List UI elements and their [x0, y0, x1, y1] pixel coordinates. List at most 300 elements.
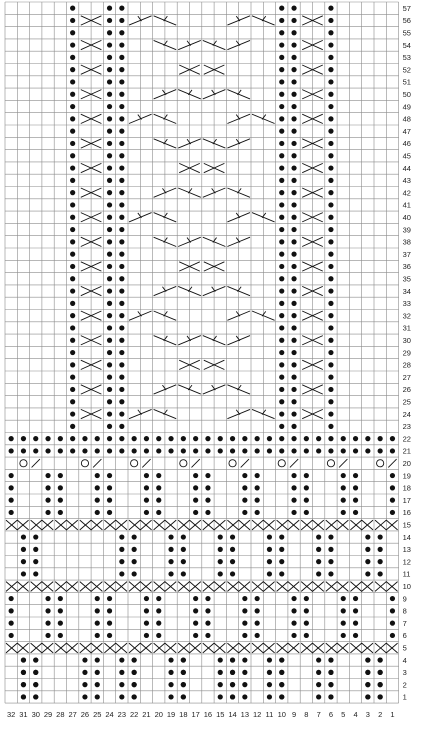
purl-stitch [328, 411, 333, 416]
purl-stitch [119, 215, 124, 220]
purl-stitch [132, 670, 137, 675]
purl-stitch [341, 436, 346, 441]
column-number: 19 [166, 710, 176, 720]
purl-stitch [107, 313, 112, 318]
purl-stitch [328, 657, 333, 662]
purl-stitch [193, 596, 198, 601]
column-number: 10 [277, 710, 286, 720]
row-number: 27 [402, 372, 411, 382]
purl-stitch [119, 153, 124, 158]
purl-stitch [328, 129, 333, 134]
purl-stitch [156, 436, 161, 441]
purl-stitch [279, 288, 284, 293]
decrease-stitch [93, 459, 101, 467]
column-number: 9 [291, 710, 297, 720]
column-number: 17 [191, 710, 200, 720]
purl-stitch [365, 571, 370, 576]
column-number: 15 [216, 710, 225, 720]
purl-stitch [328, 141, 333, 146]
purl-stitch [341, 473, 346, 478]
purl-stitch [279, 571, 284, 576]
purl-stitch [119, 288, 124, 293]
purl-stitch [218, 534, 223, 539]
purl-stitch [119, 178, 124, 183]
purl-stitch [365, 694, 370, 699]
row-number: 10 [402, 581, 411, 591]
purl-stitch [353, 621, 358, 626]
purl-stitch [291, 473, 296, 478]
purl-stitch [353, 485, 358, 490]
purl-stitch [119, 190, 124, 195]
purl-stitch [328, 67, 333, 72]
purl-stitch [119, 116, 124, 121]
purl-stitch [291, 116, 296, 121]
purl-stitch [328, 670, 333, 675]
purl-stitch [156, 608, 161, 613]
purl-stitch [291, 596, 296, 601]
purl-stitch [279, 350, 284, 355]
purl-stitch [168, 682, 173, 687]
purl-stitch [70, 362, 75, 367]
purl-stitch [21, 657, 26, 662]
purl-stitch [82, 436, 87, 441]
purl-stitch [95, 608, 100, 613]
purl-stitch [378, 694, 383, 699]
purl-stitch [132, 571, 137, 576]
column-number: 11 [265, 710, 274, 720]
row-number: 15 [402, 520, 411, 530]
purl-stitch [378, 571, 383, 576]
purl-stitch [95, 448, 100, 453]
purl-stitch [33, 657, 38, 662]
purl-stitch [291, 411, 296, 416]
purl-stitch [279, 190, 284, 195]
purl-stitch [267, 547, 272, 552]
purl-stitch [255, 608, 260, 613]
purl-stitch [279, 178, 284, 183]
row-number: 5 [402, 643, 407, 653]
purl-stitch [119, 79, 124, 84]
purl-stitch [33, 436, 38, 441]
row-number: 7 [402, 618, 407, 628]
column-number: 21 [142, 710, 151, 720]
purl-stitch [193, 473, 198, 478]
column-number: 14 [228, 710, 237, 720]
purl-stitch [119, 571, 124, 576]
purl-stitch [279, 338, 284, 343]
purl-stitch [82, 694, 87, 699]
purl-stitch [107, 276, 112, 281]
purl-stitch [390, 510, 395, 515]
purl-stitch [70, 264, 75, 269]
purl-stitch [82, 670, 87, 675]
purl-stitch [107, 92, 112, 97]
purl-stitch [279, 399, 284, 404]
purl-stitch [193, 510, 198, 515]
purl-stitch [119, 338, 124, 343]
purl-stitch [107, 510, 112, 515]
purl-stitch [218, 657, 223, 662]
purl-stitch [279, 387, 284, 392]
purl-stitch [291, 104, 296, 109]
purl-stitch [230, 657, 235, 662]
purl-stitch [291, 178, 296, 183]
purl-stitch [9, 608, 14, 613]
column-number: 22 [129, 710, 139, 720]
purl-stitch [328, 682, 333, 687]
purl-stitch [21, 534, 26, 539]
purl-stitch [291, 362, 296, 367]
row-number: 8 [402, 606, 407, 616]
purl-stitch [168, 436, 173, 441]
purl-stitch [107, 215, 112, 220]
purl-stitch [107, 608, 112, 613]
purl-stitch [205, 485, 210, 490]
purl-stitch [218, 547, 223, 552]
purl-stitch [119, 301, 124, 306]
purl-stitch [107, 79, 112, 84]
purl-stitch [119, 657, 124, 662]
purl-stitch [132, 694, 137, 699]
purl-stitch [205, 608, 210, 613]
purl-stitch [168, 534, 173, 539]
purl-stitch [242, 596, 247, 601]
purl-stitch [267, 694, 272, 699]
purl-stitch [132, 436, 137, 441]
purl-stitch [156, 473, 161, 478]
purl-stitch [365, 670, 370, 675]
column-number: 32 [6, 710, 16, 720]
row-number: 1 [402, 692, 407, 702]
purl-stitch [144, 498, 149, 503]
column-number: 20 [154, 710, 163, 720]
purl-stitch [279, 129, 284, 134]
purl-stitch [304, 608, 309, 613]
purl-stitch [328, 202, 333, 207]
purl-stitch [279, 448, 284, 453]
purl-stitch [156, 498, 161, 503]
purl-stitch [328, 375, 333, 380]
purl-stitch [33, 534, 38, 539]
purl-stitch [119, 448, 124, 453]
purl-stitch [328, 42, 333, 47]
purl-stitch [70, 55, 75, 60]
purl-stitch [45, 485, 50, 490]
purl-stitch [328, 55, 333, 60]
purl-stitch [365, 682, 370, 687]
purl-stitch [95, 657, 100, 662]
purl-stitch [378, 448, 383, 453]
purl-stitch [107, 18, 112, 23]
purl-stitch [119, 42, 124, 47]
purl-stitch [328, 252, 333, 257]
purl-stitch [279, 239, 284, 244]
purl-stitch [218, 559, 223, 564]
purl-stitch [119, 67, 124, 72]
purl-stitch [328, 239, 333, 244]
purl-stitch [107, 301, 112, 306]
purl-stitch [119, 18, 124, 23]
purl-stitch [291, 375, 296, 380]
purl-stitch [218, 670, 223, 675]
purl-stitch [45, 448, 50, 453]
purl-stitch [279, 141, 284, 146]
purl-stitch [378, 547, 383, 552]
purl-stitch [144, 448, 149, 453]
purl-stitch [33, 448, 38, 453]
purl-stitch [107, 288, 112, 293]
purl-stitch [218, 436, 223, 441]
purl-stitch [119, 104, 124, 109]
column-number: 28 [56, 710, 65, 720]
purl-stitch [365, 657, 370, 662]
purl-stitch [95, 485, 100, 490]
purl-stitch [21, 436, 26, 441]
purl-stitch [291, 288, 296, 293]
purl-stitch [242, 682, 247, 687]
purl-stitch [70, 18, 75, 23]
purl-stitch [341, 485, 346, 490]
yarn-over-stitch [81, 460, 88, 467]
purl-stitch [119, 239, 124, 244]
column-number: 29 [43, 710, 53, 720]
row-number: 12 [402, 557, 411, 567]
purl-stitch [316, 694, 321, 699]
purl-stitch [328, 448, 333, 453]
purl-stitch [82, 682, 87, 687]
purl-stitch [58, 596, 63, 601]
purl-stitch [279, 264, 284, 269]
purl-stitch [181, 694, 186, 699]
purl-stitch [119, 264, 124, 269]
purl-stitch [70, 190, 75, 195]
row-number: 28 [402, 360, 411, 370]
row-number: 48 [402, 114, 411, 124]
purl-stitch [21, 547, 26, 552]
yarn-over-stitch [327, 460, 334, 467]
purl-stitch [107, 621, 112, 626]
purl-stitch [168, 559, 173, 564]
column-number: 8 [304, 710, 309, 720]
purl-stitch [45, 633, 50, 638]
row-number: 33 [402, 299, 411, 309]
purl-stitch [378, 534, 383, 539]
purl-stitch [279, 436, 284, 441]
purl-stitch [328, 399, 333, 404]
purl-stitch [95, 694, 100, 699]
decrease-stitch [241, 459, 249, 467]
row-number: 36 [402, 262, 411, 272]
purl-stitch [107, 264, 112, 269]
purl-stitch [107, 190, 112, 195]
purl-stitch [291, 165, 296, 170]
purl-stitch [119, 694, 124, 699]
column-number: 13 [240, 710, 250, 720]
purl-stitch [119, 559, 124, 564]
purl-stitch [107, 42, 112, 47]
yarn-over-stitch [229, 460, 236, 467]
yarn-over-stitch [131, 460, 138, 467]
decrease-stitch [339, 459, 347, 467]
purl-stitch [58, 621, 63, 626]
decrease-stitch [192, 459, 200, 467]
purl-stitch [255, 448, 260, 453]
purl-stitch [328, 104, 333, 109]
purl-stitch [390, 596, 395, 601]
purl-stitch [328, 92, 333, 97]
purl-stitch [119, 424, 124, 429]
column-numbers [7, 710, 395, 719]
purl-stitch [291, 313, 296, 318]
purl-stitch [107, 436, 112, 441]
purl-stitch [9, 596, 14, 601]
row-number: 47 [402, 126, 411, 136]
purl-stitch [21, 559, 26, 564]
purl-stitch [279, 42, 284, 47]
purl-stitch [181, 682, 186, 687]
purl-stitch [45, 596, 50, 601]
purl-stitch [328, 6, 333, 11]
purl-stitch [291, 6, 296, 11]
row-number: 55 [402, 28, 411, 38]
purl-stitch [45, 473, 50, 478]
purl-stitch [341, 448, 346, 453]
purl-stitch [205, 436, 210, 441]
purl-stitch [316, 547, 321, 552]
purl-stitch [242, 436, 247, 441]
purl-stitch [144, 621, 149, 626]
purl-stitch [107, 116, 112, 121]
purl-stitch [156, 510, 161, 515]
purl-stitch [291, 276, 296, 281]
row-number: 34 [402, 286, 411, 296]
purl-stitch [378, 436, 383, 441]
purl-stitch [328, 178, 333, 183]
purl-stitch [291, 485, 296, 490]
purl-stitch [390, 436, 395, 441]
row-number: 51 [402, 77, 411, 87]
purl-stitch [353, 608, 358, 613]
purl-stitch [33, 694, 38, 699]
purl-stitch [328, 165, 333, 170]
purl-stitch [95, 670, 100, 675]
purl-stitch [119, 55, 124, 60]
purl-stitch [242, 510, 247, 515]
purl-stitch [107, 239, 112, 244]
purl-stitch [193, 448, 198, 453]
row-number: 42 [402, 188, 411, 198]
purl-stitch [291, 448, 296, 453]
purl-stitch [291, 227, 296, 232]
row-number: 40 [402, 212, 411, 222]
purl-stitch [58, 436, 63, 441]
purl-stitch [70, 227, 75, 232]
purl-stitch [119, 165, 124, 170]
purl-stitch [132, 657, 137, 662]
purl-stitch [242, 670, 247, 675]
purl-stitch [70, 67, 75, 72]
purl-stitch [107, 387, 112, 392]
row-number: 37 [402, 249, 411, 259]
purl-stitch [70, 288, 75, 293]
purl-stitch [70, 141, 75, 146]
purl-stitch [70, 104, 75, 109]
purl-stitch [107, 55, 112, 60]
column-number: 31 [19, 710, 28, 720]
purl-stitch [205, 448, 210, 453]
purl-stitch [144, 608, 149, 613]
purl-stitch [242, 608, 247, 613]
purl-stitch [9, 621, 14, 626]
purl-stitch [70, 42, 75, 47]
purl-stitch [70, 424, 75, 429]
purl-stitch [205, 596, 210, 601]
purl-stitch [291, 436, 296, 441]
purl-stitch [70, 202, 75, 207]
purl-stitch [230, 547, 235, 552]
purl-stitch [45, 608, 50, 613]
purl-stitch [279, 215, 284, 220]
purl-stitch [279, 116, 284, 121]
purl-stitch [205, 621, 210, 626]
purl-stitch [267, 657, 272, 662]
column-number: 26 [80, 710, 90, 720]
purl-stitch [279, 18, 284, 23]
purl-stitch [291, 129, 296, 134]
purl-stitch [70, 116, 75, 121]
row-number: 20 [402, 458, 411, 468]
purl-stitch [328, 276, 333, 281]
row-number: 24 [402, 409, 411, 419]
purl-stitch [70, 411, 75, 416]
purl-stitch [21, 571, 26, 576]
purl-stitch [9, 498, 14, 503]
purl-stitch [353, 498, 358, 503]
purl-stitch [82, 448, 87, 453]
purl-stitch [70, 350, 75, 355]
purl-stitch [267, 448, 272, 453]
purl-stitch [119, 227, 124, 232]
purl-stitch [70, 436, 75, 441]
purl-stitch [279, 104, 284, 109]
row-number: 31 [402, 323, 411, 333]
decrease-stitch [290, 459, 298, 467]
row-number: 52 [402, 65, 411, 75]
row-number: 13 [402, 545, 411, 555]
purl-stitch [291, 202, 296, 207]
purl-stitch [181, 436, 186, 441]
purl-stitch [205, 633, 210, 638]
purl-stitch [119, 375, 124, 380]
purl-stitch [168, 670, 173, 675]
purl-stitch [267, 682, 272, 687]
purl-stitch [316, 670, 321, 675]
purl-stitch [279, 657, 284, 662]
purl-stitch [33, 670, 38, 675]
purl-stitch [279, 559, 284, 564]
purl-stitch [107, 104, 112, 109]
column-number: 30 [31, 710, 40, 720]
purl-stitch [58, 510, 63, 515]
purl-stitch [132, 559, 137, 564]
purl-stitch [328, 362, 333, 367]
purl-stitch [304, 473, 309, 478]
purl-stitch [218, 448, 223, 453]
purl-stitch [390, 485, 395, 490]
row-number: 6 [402, 631, 407, 641]
purl-stitch [33, 547, 38, 552]
column-number: 25 [93, 710, 102, 720]
